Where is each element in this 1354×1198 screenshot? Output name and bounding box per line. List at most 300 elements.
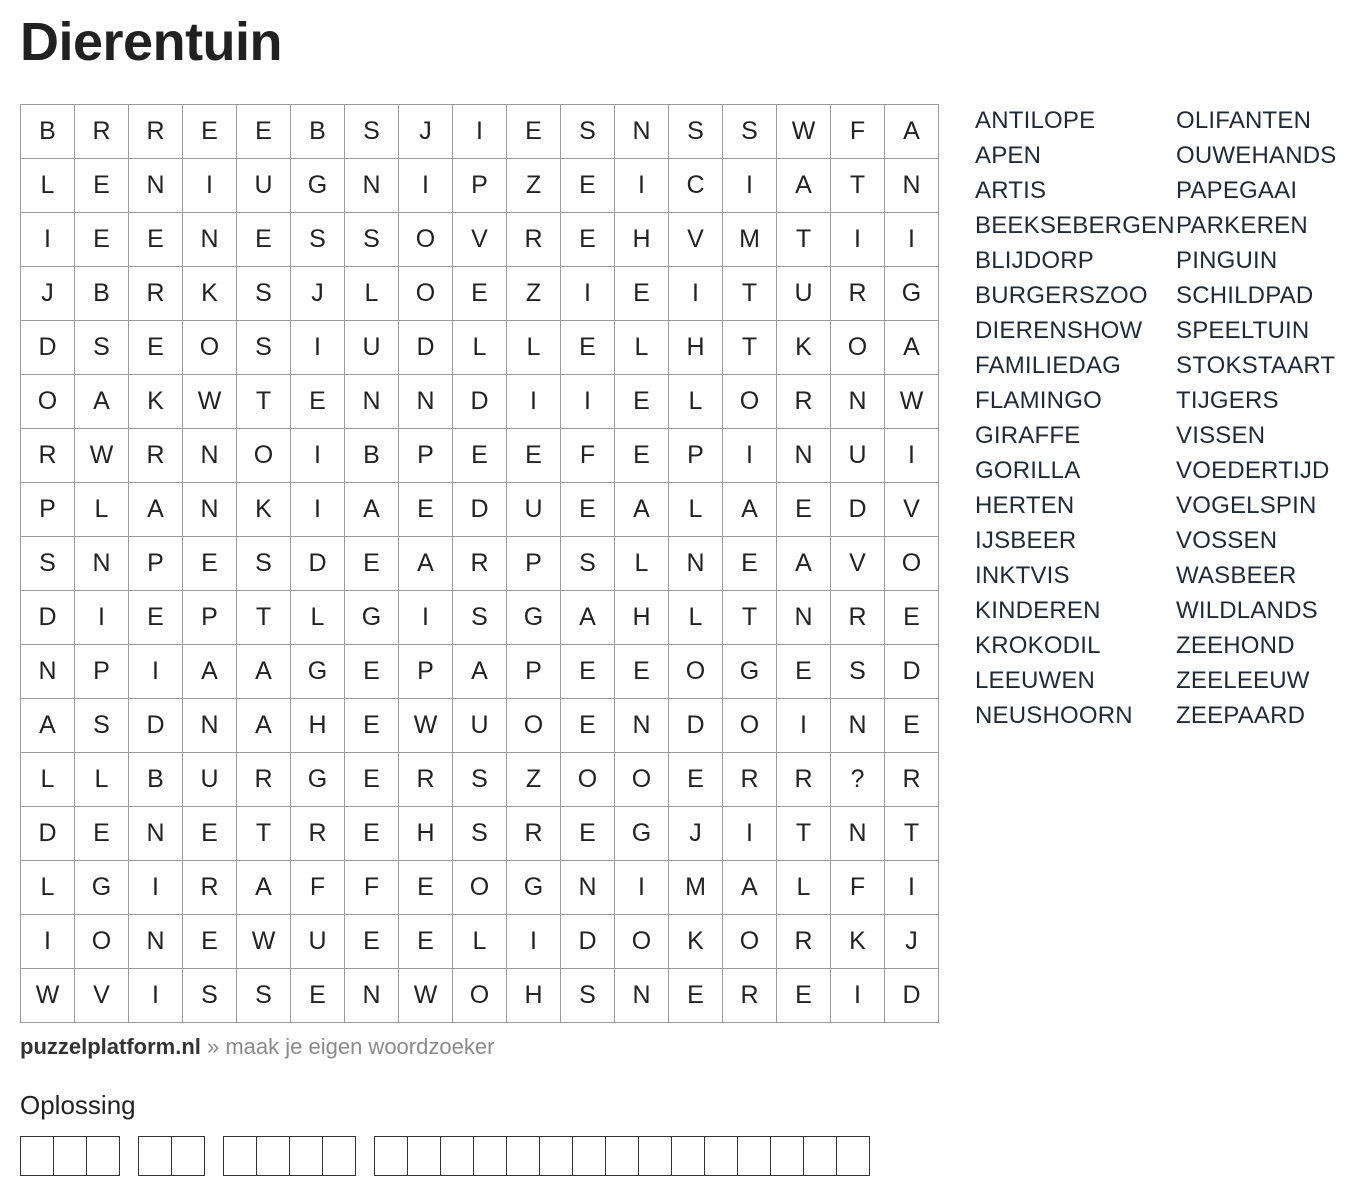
grid-cell[interactable]: W (885, 375, 939, 429)
grid-cell[interactable]: U (291, 915, 345, 969)
grid-cell[interactable]: N (615, 969, 669, 1023)
grid-cell[interactable]: B (291, 105, 345, 159)
grid-cell[interactable]: E (453, 429, 507, 483)
grid-cell[interactable]: T (237, 375, 291, 429)
letter-grid[interactable] (20, 104, 939, 1023)
grid-cell[interactable]: I (615, 159, 669, 213)
grid-cell[interactable]: E (885, 699, 939, 753)
grid-cell[interactable]: E (615, 645, 669, 699)
grid-cell[interactable]: I (21, 915, 75, 969)
grid-cell[interactable]: O (615, 753, 669, 807)
grid-cell[interactable]: E (399, 861, 453, 915)
grid-cell[interactable]: P (453, 159, 507, 213)
grid-cell[interactable]: D (399, 321, 453, 375)
solution-letter-box[interactable] (638, 1136, 672, 1176)
grid-cell[interactable]: L (507, 321, 561, 375)
grid-cell[interactable]: I (831, 969, 885, 1023)
grid-cell[interactable]: E (561, 321, 615, 375)
solution-letter-box[interactable] (539, 1136, 573, 1176)
grid-cell[interactable]: W (21, 969, 75, 1023)
grid-cell[interactable]: R (183, 861, 237, 915)
grid-cell[interactable]: B (75, 267, 129, 321)
grid-cell[interactable]: K (129, 375, 183, 429)
grid-cell[interactable]: A (885, 105, 939, 159)
grid-cell[interactable]: J (21, 267, 75, 321)
grid-cell[interactable]: C (669, 159, 723, 213)
grid-cell[interactable]: O (75, 915, 129, 969)
grid-cell[interactable]: R (831, 591, 885, 645)
grid-cell[interactable]: P (399, 429, 453, 483)
grid-cell[interactable]: E (615, 375, 669, 429)
grid-cell[interactable]: A (75, 375, 129, 429)
grid-cell[interactable]: D (21, 807, 75, 861)
grid-cell[interactable]: A (723, 483, 777, 537)
grid-cell[interactable]: L (669, 375, 723, 429)
grid-cell[interactable]: D (21, 321, 75, 375)
grid-cell[interactable]: P (507, 645, 561, 699)
grid-cell[interactable]: I (507, 915, 561, 969)
grid-cell[interactable]: L (75, 753, 129, 807)
grid-cell[interactable]: I (507, 375, 561, 429)
grid-cell[interactable]: ? (831, 753, 885, 807)
grid-cell[interactable]: N (885, 159, 939, 213)
grid-cell[interactable]: N (615, 105, 669, 159)
grid-cell[interactable]: G (507, 861, 561, 915)
grid-cell[interactable]: A (561, 591, 615, 645)
grid-cell[interactable]: T (831, 159, 885, 213)
solution-letter-box[interactable] (737, 1136, 771, 1176)
grid-cell[interactable]: E (561, 213, 615, 267)
grid-cell[interactable]: L (615, 537, 669, 591)
grid-cell[interactable]: N (75, 537, 129, 591)
grid-cell[interactable]: E (345, 915, 399, 969)
grid-cell[interactable]: I (561, 267, 615, 321)
grid-cell[interactable]: E (723, 537, 777, 591)
grid-cell[interactable]: F (291, 861, 345, 915)
grid-cell[interactable]: E (561, 483, 615, 537)
grid-cell[interactable]: R (399, 753, 453, 807)
grid-cell[interactable]: E (183, 537, 237, 591)
grid-cell[interactable]: P (669, 429, 723, 483)
grid-cell[interactable]: O (183, 321, 237, 375)
solution-letter-box[interactable] (223, 1136, 257, 1176)
grid-cell[interactable]: N (777, 429, 831, 483)
grid-cell[interactable]: A (777, 159, 831, 213)
grid-cell[interactable]: A (237, 699, 291, 753)
grid-cell[interactable]: I (399, 159, 453, 213)
grid-cell[interactable]: R (507, 807, 561, 861)
grid-cell[interactable]: N (183, 213, 237, 267)
grid-cell[interactable]: I (885, 213, 939, 267)
grid-cell[interactable]: O (723, 699, 777, 753)
grid-cell[interactable]: A (615, 483, 669, 537)
grid-cell[interactable]: E (183, 915, 237, 969)
grid-cell[interactable]: U (237, 159, 291, 213)
grid-cell[interactable]: E (669, 753, 723, 807)
grid-cell[interactable]: N (831, 807, 885, 861)
grid-cell[interactable]: I (399, 591, 453, 645)
grid-cell[interactable]: T (723, 267, 777, 321)
grid-cell[interactable]: R (777, 915, 831, 969)
grid-cell[interactable]: H (399, 807, 453, 861)
grid-cell[interactable]: I (291, 429, 345, 483)
grid-cell[interactable]: E (129, 213, 183, 267)
grid-cell[interactable]: D (129, 699, 183, 753)
grid-cell[interactable]: D (669, 699, 723, 753)
grid-cell[interactable]: P (75, 645, 129, 699)
grid-cell[interactable]: R (885, 753, 939, 807)
grid-cell[interactable]: N (183, 429, 237, 483)
grid-cell[interactable]: B (21, 105, 75, 159)
grid-cell[interactable]: O (831, 321, 885, 375)
grid-cell[interactable]: W (237, 915, 291, 969)
grid-cell[interactable]: S (345, 105, 399, 159)
grid-cell[interactable]: F (831, 861, 885, 915)
grid-cell[interactable]: R (129, 429, 183, 483)
grid-cell[interactable]: P (507, 537, 561, 591)
grid-cell[interactable]: E (345, 645, 399, 699)
grid-cell[interactable]: K (669, 915, 723, 969)
solution-letter-box[interactable] (407, 1136, 441, 1176)
grid-cell[interactable]: E (183, 105, 237, 159)
grid-cell[interactable]: G (291, 753, 345, 807)
grid-cell[interactable]: E (777, 483, 831, 537)
grid-cell[interactable]: S (237, 321, 291, 375)
grid-cell[interactable]: O (723, 915, 777, 969)
grid-cell[interactable]: H (507, 969, 561, 1023)
grid-cell[interactable]: E (777, 969, 831, 1023)
solution-letter-box[interactable] (671, 1136, 705, 1176)
grid-cell[interactable]: F (345, 861, 399, 915)
grid-cell[interactable]: M (669, 861, 723, 915)
grid-cell[interactable]: J (399, 105, 453, 159)
grid-cell[interactable]: S (237, 267, 291, 321)
grid-cell[interactable]: R (75, 105, 129, 159)
grid-cell[interactable]: D (453, 375, 507, 429)
grid-cell[interactable]: E (237, 213, 291, 267)
grid-cell[interactable]: T (723, 321, 777, 375)
grid-cell[interactable]: I (723, 429, 777, 483)
grid-cell[interactable]: U (453, 699, 507, 753)
grid-cell[interactable]: E (183, 807, 237, 861)
solution-letter-box[interactable] (704, 1136, 738, 1176)
grid-cell[interactable]: T (777, 807, 831, 861)
grid-cell[interactable]: J (291, 267, 345, 321)
grid-cell[interactable]: L (21, 861, 75, 915)
grid-cell[interactable]: I (129, 861, 183, 915)
grid-cell[interactable]: I (885, 861, 939, 915)
grid-cell[interactable]: F (561, 429, 615, 483)
grid-cell[interactable]: V (831, 537, 885, 591)
grid-cell[interactable]: R (129, 105, 183, 159)
grid-cell[interactable]: D (885, 969, 939, 1023)
grid-cell[interactable]: L (21, 753, 75, 807)
grid-cell[interactable]: O (885, 537, 939, 591)
grid-cell[interactable]: S (345, 213, 399, 267)
grid-cell[interactable]: P (183, 591, 237, 645)
grid-cell[interactable]: G (75, 861, 129, 915)
grid-cell[interactable]: L (75, 483, 129, 537)
grid-cell[interactable]: R (723, 969, 777, 1023)
grid-cell[interactable]: V (885, 483, 939, 537)
grid-cell[interactable]: L (345, 267, 399, 321)
grid-cell[interactable]: S (237, 537, 291, 591)
solution-letter-box[interactable] (256, 1136, 290, 1176)
grid-cell[interactable]: E (129, 321, 183, 375)
grid-cell[interactable]: I (291, 483, 345, 537)
grid-cell[interactable]: G (291, 159, 345, 213)
grid-cell[interactable]: S (669, 105, 723, 159)
grid-cell[interactable]: O (237, 429, 291, 483)
grid-cell[interactable]: W (777, 105, 831, 159)
grid-cell[interactable]: K (183, 267, 237, 321)
grid-cell[interactable]: S (453, 753, 507, 807)
grid-cell[interactable]: P (21, 483, 75, 537)
grid-cell[interactable]: L (291, 591, 345, 645)
grid-cell[interactable]: E (453, 267, 507, 321)
grid-cell[interactable]: E (129, 591, 183, 645)
grid-cell[interactable]: G (885, 267, 939, 321)
grid-cell[interactable]: I (453, 105, 507, 159)
grid-cell[interactable]: O (453, 969, 507, 1023)
grid-cell[interactable]: O (723, 375, 777, 429)
grid-cell[interactable]: E (561, 159, 615, 213)
grid-cell[interactable]: E (345, 699, 399, 753)
grid-cell[interactable]: D (561, 915, 615, 969)
grid-cell[interactable]: E (507, 105, 561, 159)
grid-cell[interactable]: D (831, 483, 885, 537)
solution-letter-box[interactable] (440, 1136, 474, 1176)
grid-cell[interactable]: E (291, 375, 345, 429)
grid-cell[interactable]: D (21, 591, 75, 645)
grid-cell[interactable]: A (399, 537, 453, 591)
grid-cell[interactable]: G (291, 645, 345, 699)
solution-letter-box[interactable] (572, 1136, 606, 1176)
grid-cell[interactable]: P (129, 537, 183, 591)
grid-cell[interactable]: D (885, 645, 939, 699)
grid-cell[interactable]: T (237, 807, 291, 861)
grid-cell[interactable]: R (129, 267, 183, 321)
grid-cell[interactable]: I (723, 159, 777, 213)
grid-cell[interactable]: P (399, 645, 453, 699)
grid-cell[interactable]: I (615, 861, 669, 915)
grid-cell[interactable]: N (129, 159, 183, 213)
grid-cell[interactable]: K (777, 321, 831, 375)
grid-cell[interactable]: V (75, 969, 129, 1023)
grid-cell[interactable]: O (399, 213, 453, 267)
grid-cell[interactable]: N (345, 375, 399, 429)
grid-cell[interactable]: H (615, 213, 669, 267)
grid-cell[interactable]: Z (507, 267, 561, 321)
grid-cell[interactable]: E (777, 645, 831, 699)
grid-cell[interactable]: E (399, 483, 453, 537)
grid-cell[interactable]: D (453, 483, 507, 537)
solution-letter-box[interactable] (770, 1136, 804, 1176)
grid-cell[interactable]: E (615, 267, 669, 321)
grid-cell[interactable]: A (723, 861, 777, 915)
grid-cell[interactable]: I (129, 645, 183, 699)
grid-cell[interactable]: E (507, 429, 561, 483)
grid-cell[interactable]: N (21, 645, 75, 699)
solution-letter-box[interactable] (322, 1136, 356, 1176)
grid-cell[interactable]: H (615, 591, 669, 645)
grid-cell[interactable]: N (831, 699, 885, 753)
grid-cell[interactable]: U (777, 267, 831, 321)
grid-cell[interactable]: I (129, 969, 183, 1023)
grid-cell[interactable]: E (561, 699, 615, 753)
grid-cell[interactable]: R (723, 753, 777, 807)
grid-cell[interactable]: R (777, 375, 831, 429)
grid-cell[interactable]: I (885, 429, 939, 483)
solution-letter-box[interactable] (605, 1136, 639, 1176)
grid-cell[interactable]: N (345, 159, 399, 213)
grid-cell[interactable]: S (75, 699, 129, 753)
grid-cell[interactable]: I (669, 267, 723, 321)
solution-letter-box[interactable] (138, 1136, 172, 1176)
solution-letter-box[interactable] (506, 1136, 540, 1176)
grid-cell[interactable]: R (453, 537, 507, 591)
grid-cell[interactable]: I (777, 699, 831, 753)
grid-cell[interactable]: L (453, 321, 507, 375)
grid-cell[interactable]: E (885, 591, 939, 645)
grid-cell[interactable]: I (561, 375, 615, 429)
solution-letter-box[interactable] (20, 1136, 54, 1176)
grid-cell[interactable]: N (345, 969, 399, 1023)
solution-letter-box[interactable] (803, 1136, 837, 1176)
grid-cell[interactable]: R (831, 267, 885, 321)
grid-cell[interactable]: S (183, 969, 237, 1023)
grid-cell[interactable]: W (183, 375, 237, 429)
solution-letter-box[interactable] (473, 1136, 507, 1176)
grid-cell[interactable]: S (453, 591, 507, 645)
grid-cell[interactable]: S (291, 213, 345, 267)
grid-cell[interactable]: O (507, 699, 561, 753)
grid-cell[interactable]: T (777, 213, 831, 267)
grid-cell[interactable]: S (237, 969, 291, 1023)
grid-cell[interactable]: N (183, 483, 237, 537)
grid-cell[interactable]: U (831, 429, 885, 483)
grid-cell[interactable]: A (237, 861, 291, 915)
grid-cell[interactable]: H (291, 699, 345, 753)
grid-cell[interactable]: A (21, 699, 75, 753)
grid-cell[interactable]: L (669, 483, 723, 537)
grid-cell[interactable]: A (345, 483, 399, 537)
grid-cell[interactable]: E (75, 807, 129, 861)
grid-cell[interactable]: A (453, 645, 507, 699)
grid-cell[interactable]: W (399, 699, 453, 753)
grid-cell[interactable]: E (561, 807, 615, 861)
grid-cell[interactable]: V (669, 213, 723, 267)
grid-cell[interactable]: N (183, 699, 237, 753)
grid-cell[interactable]: E (615, 429, 669, 483)
grid-cell[interactable]: S (831, 645, 885, 699)
grid-cell[interactable]: S (723, 105, 777, 159)
grid-cell[interactable]: S (561, 105, 615, 159)
grid-cell[interactable]: B (345, 429, 399, 483)
grid-cell[interactable]: J (669, 807, 723, 861)
grid-cell[interactable]: R (507, 213, 561, 267)
grid-cell[interactable]: E (669, 969, 723, 1023)
grid-cell[interactable]: T (885, 807, 939, 861)
grid-cell[interactable]: L (615, 321, 669, 375)
solution-letter-box[interactable] (836, 1136, 870, 1176)
grid-cell[interactable]: I (183, 159, 237, 213)
grid-cell[interactable]: E (345, 537, 399, 591)
grid-cell[interactable]: E (399, 915, 453, 969)
grid-cell[interactable]: S (561, 969, 615, 1023)
grid-cell[interactable]: Z (507, 753, 561, 807)
grid-cell[interactable]: N (129, 915, 183, 969)
grid-cell[interactable]: N (777, 591, 831, 645)
grid-cell[interactable]: Z (507, 159, 561, 213)
grid-cell[interactable]: O (453, 861, 507, 915)
grid-cell[interactable]: R (777, 753, 831, 807)
grid-cell[interactable]: A (777, 537, 831, 591)
grid-cell[interactable]: M (723, 213, 777, 267)
grid-cell[interactable]: A (885, 321, 939, 375)
grid-cell[interactable]: I (723, 807, 777, 861)
grid-cell[interactable]: T (237, 591, 291, 645)
grid-cell[interactable]: L (669, 591, 723, 645)
grid-cell[interactable]: E (237, 105, 291, 159)
grid-cell[interactable]: A (129, 483, 183, 537)
grid-cell[interactable]: F (831, 105, 885, 159)
grid-cell[interactable]: D (291, 537, 345, 591)
grid-cell[interactable]: I (831, 213, 885, 267)
grid-cell[interactable]: S (21, 537, 75, 591)
grid-cell[interactable]: K (237, 483, 291, 537)
grid-cell[interactable]: S (561, 537, 615, 591)
grid-cell[interactable]: N (669, 537, 723, 591)
grid-cell[interactable]: S (75, 321, 129, 375)
grid-cell[interactable]: J (885, 915, 939, 969)
grid-cell[interactable]: N (615, 699, 669, 753)
grid-cell[interactable]: E (291, 969, 345, 1023)
grid-cell[interactable]: S (453, 807, 507, 861)
grid-cell[interactable]: N (561, 861, 615, 915)
grid-cell[interactable]: E (561, 645, 615, 699)
grid-cell[interactable]: E (345, 753, 399, 807)
grid-cell[interactable]: N (129, 807, 183, 861)
solution-letter-box[interactable] (289, 1136, 323, 1176)
grid-cell[interactable]: A (183, 645, 237, 699)
grid-cell[interactable]: I (75, 591, 129, 645)
grid-cell[interactable]: V (453, 213, 507, 267)
grid-cell[interactable]: G (345, 591, 399, 645)
grid-cell[interactable]: O (615, 915, 669, 969)
grid-cell[interactable]: U (345, 321, 399, 375)
grid-cell[interactable]: G (615, 807, 669, 861)
grid-cell[interactable]: W (75, 429, 129, 483)
grid-cell[interactable]: O (669, 645, 723, 699)
solution-letter-box[interactable] (171, 1136, 205, 1176)
grid-cell[interactable]: U (183, 753, 237, 807)
grid-cell[interactable]: N (399, 375, 453, 429)
grid-cell[interactable]: R (21, 429, 75, 483)
grid-cell[interactable]: L (21, 159, 75, 213)
solution-letter-box[interactable] (374, 1136, 408, 1176)
grid-cell[interactable]: O (561, 753, 615, 807)
site-link[interactable]: puzzelplatform.nl (20, 1034, 201, 1059)
grid-cell[interactable]: R (291, 807, 345, 861)
grid-cell[interactable]: L (777, 861, 831, 915)
grid-cell[interactable]: A (237, 645, 291, 699)
grid-cell[interactable]: H (669, 321, 723, 375)
grid-cell[interactable]: T (723, 591, 777, 645)
grid-cell[interactable]: E (75, 213, 129, 267)
grid-cell[interactable]: K (831, 915, 885, 969)
solution-letter-box[interactable] (53, 1136, 87, 1176)
